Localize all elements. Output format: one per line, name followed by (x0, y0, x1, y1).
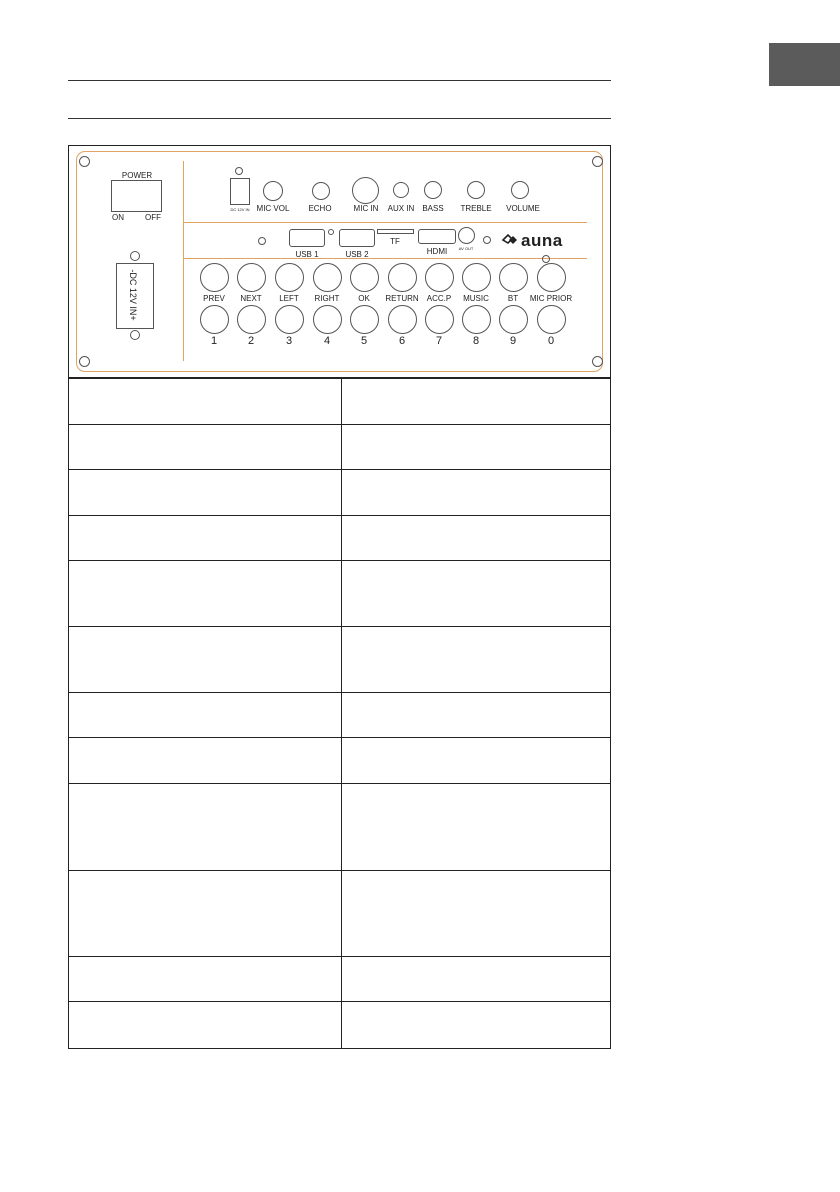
hdmi-port[interactable] (418, 229, 456, 244)
button-number-label: 7 (435, 335, 443, 347)
button-label: MIC PRIOR (529, 294, 573, 303)
button-number-label: 5 (360, 335, 368, 347)
panel-divider-upper (183, 222, 587, 223)
table-cell-left (69, 516, 342, 561)
aux-in-jack[interactable] (393, 182, 409, 198)
screw-hole-top-left (79, 156, 90, 167)
button-number-7[interactable] (425, 305, 454, 334)
button-number-0[interactable] (537, 305, 566, 334)
button-next[interactable] (237, 263, 266, 292)
tf-label: TF (390, 237, 400, 246)
dc-12v-jack[interactable] (230, 178, 250, 205)
bass-label: BASS (422, 204, 444, 213)
mic-in-label: MIC IN (353, 204, 379, 213)
table-cell-left (69, 871, 342, 957)
table-cell-left (69, 561, 342, 627)
av-out-jack[interactable] (458, 227, 475, 244)
button-music[interactable] (462, 263, 491, 292)
header-rule-bottom (68, 118, 611, 119)
usb1-port[interactable] (289, 229, 325, 247)
port-screw-right (483, 236, 491, 244)
table-cell-right (342, 957, 611, 1002)
button-number-2[interactable] (237, 305, 266, 334)
table-row (69, 957, 611, 1002)
button-number-label: 6 (398, 335, 406, 347)
button-number-label: 4 (323, 335, 331, 347)
button-right[interactable] (313, 263, 342, 292)
power-on-label: ON (112, 213, 124, 222)
table-cell-right (342, 784, 611, 871)
button-label: LEFT (279, 294, 299, 303)
button-label: RETURN (385, 294, 419, 303)
button-number-label: 8 (472, 335, 480, 347)
button-label: RIGHT (314, 294, 340, 303)
table-cell-left (69, 470, 342, 516)
dc-input-label: -DC 12V IN+ (128, 269, 138, 321)
button-number-9[interactable] (499, 305, 528, 334)
screw-hole-top-right (592, 156, 603, 167)
port-screw-left (258, 237, 266, 245)
button-number-1[interactable] (200, 305, 229, 334)
screw-hole-bottom-right (592, 356, 603, 367)
button-ok[interactable] (350, 263, 379, 292)
table-row (69, 561, 611, 627)
table-cell-left (69, 379, 342, 425)
panel-divider-vertical (183, 161, 184, 361)
button-return[interactable] (388, 263, 417, 292)
dc-12v-jack-label: DC 12V IN (230, 207, 250, 212)
table-row (69, 425, 611, 470)
dc-screw-hole-top (130, 251, 140, 261)
mic-in-jack[interactable] (352, 177, 379, 204)
table-cell-left (69, 693, 342, 738)
volume-label: VOLUME (506, 204, 540, 213)
mic-vol-knob[interactable] (263, 181, 283, 201)
table-cell-left (69, 784, 342, 871)
button-number-label: 9 (509, 335, 517, 347)
tf-card-slot[interactable] (377, 229, 414, 234)
treble-label: TREBLE (460, 204, 492, 213)
button-mic-prior[interactable] (537, 263, 566, 292)
button-label: BT (507, 294, 519, 303)
usb2-port[interactable] (339, 229, 375, 247)
button-number-label: 2 (247, 335, 255, 347)
table-cell-right (342, 379, 611, 425)
button-prev[interactable] (200, 263, 229, 292)
treble-knob[interactable] (467, 181, 485, 199)
table-cell-left (69, 627, 342, 693)
button-number-3[interactable] (275, 305, 304, 334)
volume-knob[interactable] (511, 181, 529, 199)
table-cell-right (342, 561, 611, 627)
screw-hole-bottom-left (79, 356, 90, 367)
table-cell-right (342, 516, 611, 561)
hdmi-label: HDMI (426, 247, 448, 256)
button-number-5[interactable] (350, 305, 379, 334)
panel-screw-right (542, 255, 550, 263)
table-cell-right (342, 871, 611, 957)
button-number-6[interactable] (388, 305, 417, 334)
brand-logo: auna (521, 231, 563, 250)
button-number-8[interactable] (462, 305, 491, 334)
table-row (69, 1002, 611, 1049)
table-cell-right (342, 470, 611, 516)
panel-divider-lower (183, 258, 587, 259)
table-cell-left (69, 738, 342, 784)
dc-jack-screw (235, 167, 243, 175)
table-cell-right (342, 425, 611, 470)
echo-label: ECHO (308, 204, 332, 213)
table-cell-right (342, 1002, 611, 1049)
table-row (69, 627, 611, 693)
chapter-tab-marker (769, 43, 840, 86)
table-row (69, 470, 611, 516)
aux-in-label: AUX IN (387, 204, 415, 213)
power-off-label: OFF (145, 213, 161, 222)
power-switch[interactable] (111, 180, 162, 212)
mic-vol-label: MIC VOL (256, 204, 290, 213)
table-cell-right (342, 693, 611, 738)
button-number-label: 1 (210, 335, 218, 347)
table-row (69, 738, 611, 784)
av-out-label: AV OUT (458, 246, 474, 251)
table-cell-left (69, 425, 342, 470)
table-row (69, 516, 611, 561)
table-row (69, 379, 611, 425)
button-label: MUSIC (463, 294, 489, 303)
button-number-label: 3 (285, 335, 293, 347)
table-cell-left (69, 957, 342, 1002)
button-acc-p[interactable] (425, 263, 454, 292)
button-number-4[interactable] (313, 305, 342, 334)
button-label: NEXT (240, 294, 262, 303)
table-row (69, 871, 611, 957)
table-row (69, 784, 611, 871)
button-left[interactable] (275, 263, 304, 292)
legend-table (68, 378, 611, 1049)
table-cell-left (69, 1002, 342, 1049)
dc-screw-hole-bottom (130, 330, 140, 340)
port-indicator (328, 229, 334, 235)
usb2-label: USB 2 (345, 250, 369, 259)
bass-knob[interactable] (424, 181, 442, 199)
button-label: ACC.P (426, 294, 452, 303)
power-label: POWER (121, 171, 153, 180)
table-cell-right (342, 738, 611, 784)
button-bt[interactable] (499, 263, 528, 292)
button-number-label: 0 (547, 335, 555, 347)
header-rule-top (68, 80, 611, 81)
button-label: PREV (203, 294, 225, 303)
usb1-label: USB 1 (295, 250, 319, 259)
table-row (69, 693, 611, 738)
auna-logo-icon (502, 234, 518, 246)
button-label: OK (358, 294, 370, 303)
echo-knob[interactable] (312, 182, 330, 200)
table-cell-right (342, 627, 611, 693)
